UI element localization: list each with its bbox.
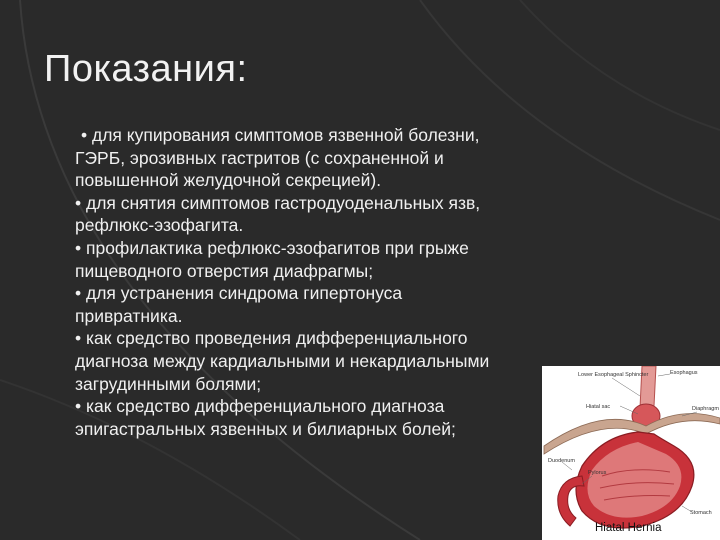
text-line: эпигастральных язвенных и билиарных болей;	[75, 418, 456, 439]
illustration-caption: Hiatal Hernia	[595, 522, 662, 534]
text-line: • как средство проведения дифференциального	[75, 328, 468, 349]
label-esophagus: Esophagus	[670, 370, 698, 376]
text-line: пищеводного отверстия диафрагмы;	[75, 260, 374, 281]
text-line: • профилактика рефлюкс-эзофагитов при грыже	[75, 237, 469, 258]
text-line: • для устранения синдрома гипертонуса	[75, 283, 403, 304]
text-line: рефлюкс-эзофагита.	[75, 215, 244, 236]
text-line: загрудинными болями;	[75, 373, 262, 394]
text-line: • для снятия симптомов гастродуоденальных язв,	[75, 192, 481, 213]
label-stomach: Stomach	[690, 510, 712, 516]
label-pylorus: Pylorus	[588, 470, 607, 476]
label-hiatal-sac: Hiatal sac	[586, 404, 611, 410]
text-line: привратника.	[75, 305, 183, 326]
hiatal-hernia-illustration	[542, 366, 720, 540]
slide-title: Показания:	[44, 48, 248, 90]
text-line: повышенной желудочной секрецией).	[75, 170, 382, 191]
text-line: диагноза между кардиальными и некардиальными	[75, 350, 490, 371]
text-line: ГЭРБ, эрозивных гастритов (с сохраненной и	[75, 147, 444, 168]
text-line: • как средство дифференциального диагноза	[75, 396, 445, 417]
label-sphincter: Lower Esophageal Sphincter	[578, 372, 649, 378]
indications-list	[75, 124, 615, 440]
label-diaphragm: Diaphragm	[692, 406, 719, 412]
label-duodenum: Duodenum	[548, 458, 575, 464]
text-line: • для купирования симптомов язвенной болезни,	[81, 125, 480, 145]
